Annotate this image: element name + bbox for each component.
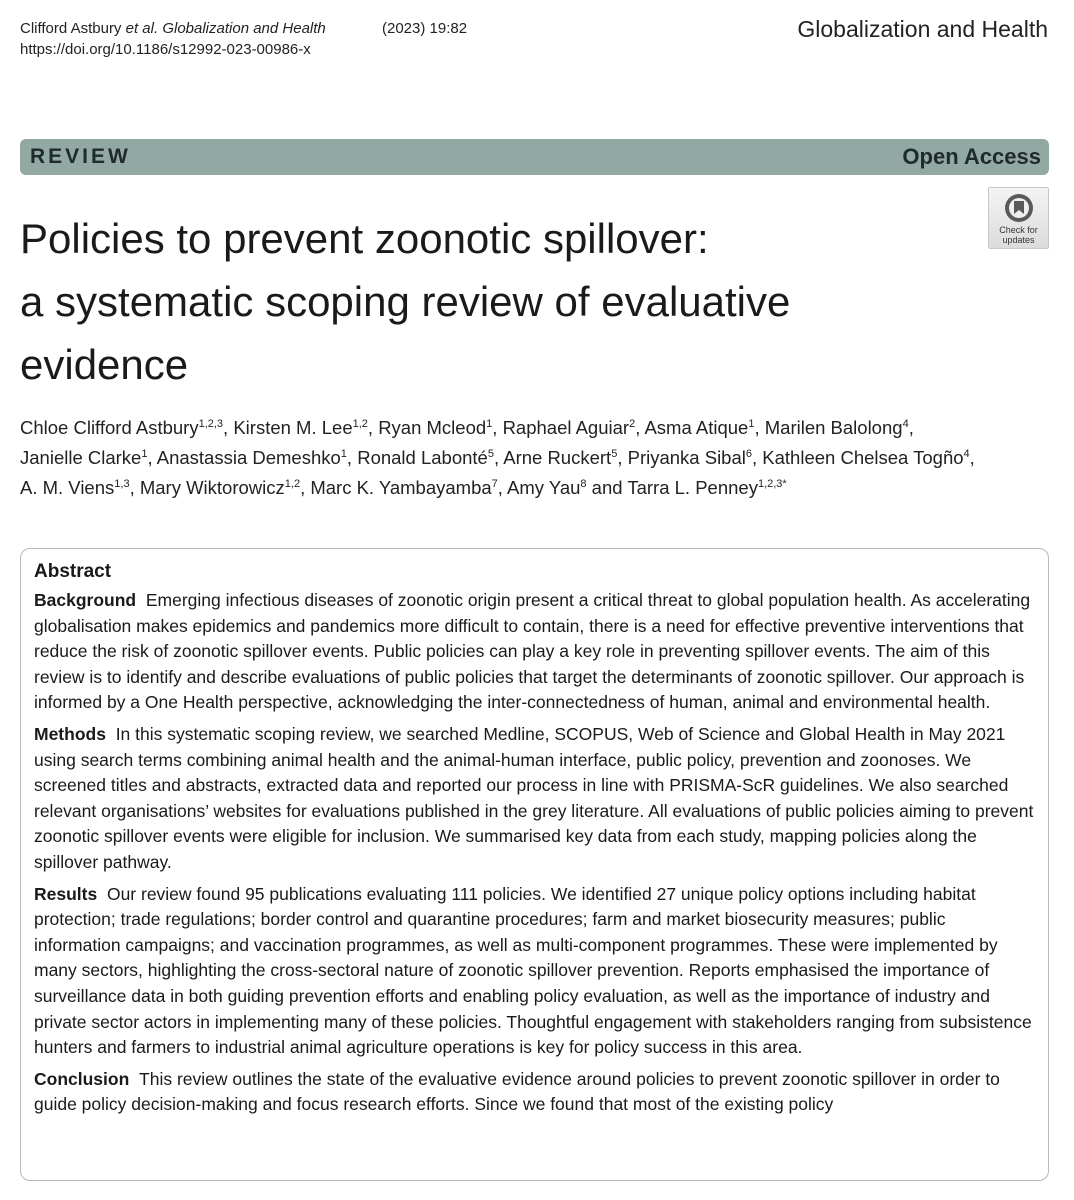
author[interactable]: Priyanka Sibal$^6$ [627, 447, 752, 468]
abstract-heading: Abstract [34, 561, 112, 582]
abstract-conclusion [34, 1067, 1034, 1118]
running-head-citation: Clifford Astbury et al. Globalization and Health [20, 20, 326, 37]
journal-name: Globalization and Health [797, 16, 1048, 42]
section-text: Our review found 95 publications evaluating 111 policies. We identified 27 unique policy options including habitat protection; trade regulations; border control and quarantine procedures; farm and market biosecurity measures; public information campaigns; and vaccination programmes, as well as multi-component programmes. These were implemented by many sectors, highlighting the cross-sectoral nature of zoonotic spillover prevention. Reports emphasised the importance of surveillance data in both guiding prevention efforts and enabling policy evaluation, as well as the importance of industry and private sector actors in implementing many of these policies. Thoughtful engagement with stakeholders ranging from subsistence hunters and farmers to industrial animal agriculture operations is key for policy success in this area. [34, 883, 1032, 1058]
section-label: Background [34, 590, 137, 610]
abstract-background [34, 588, 1034, 716]
section-text: This review outlines the state of the evaluative evidence around policies to prevent zoonotic spillover in order to guide policy decision-making and focus research efforts. Since we found that most of the existing policy [34, 1068, 1000, 1115]
author[interactable]: Asma Atique$^1$ [644, 417, 755, 438]
author[interactable]: Mary Wiktorowicz$^{1,2}$ [139, 477, 301, 498]
abstract-methods [34, 722, 1034, 876]
article-type-label: REVIEW [30, 145, 131, 168]
section-label: Methods [34, 723, 106, 744]
author[interactable]: Arne Ruckert$^5$ [503, 447, 618, 468]
section-text: In this systematic scoping review, we searched Medline, SCOPUS, Web of Science and Global Health in May 2021 using search terms combining animal health and the animal-human interface, public policy, prevention and zoonoses. We screened titles and abstracts, extracted data and reported our process in line with PRISMA-ScR guidelines. We also searched relevant organisations’ websites for evaluations published in the grey literature. All evaluations of public policies aiming to prevent zoonotic spillover events were eligible for inclusion. We summarised key data from each study, mapping policies along the spillover pathway. [34, 723, 1034, 872]
doi-link[interactable]: https://doi.org/10.1186/s12992-023-00986-x [20, 41, 311, 58]
author[interactable]: Kirsten M. Lee$^{1,2}$ [233, 417, 368, 438]
author[interactable]: Tarra L. Penney$^{1,2,3*}$ [627, 477, 787, 498]
author[interactable]: Anastassia Demeshko$^1$ [156, 447, 347, 468]
section-label: Results [34, 883, 98, 904]
author[interactable]: Marilen Balolong$^4$ [764, 417, 909, 438]
author[interactable]: Janielle Clarke$^1$ [20, 447, 148, 468]
section-text: Emerging infectious diseases of zoonotic origin present a critical threat to global population health. As accelerating globalisation makes epidemics and pandemics more difficult to contain, there is a need for effective preventive interventions that reduce the risk of zoonotic spillover events. Public policies can play a key role in preventing spillover events. The aim of this review is to identify and describe evaluations of public policies that target the determinants of zoonotic spillover. Our approach is informed by a One Health perspective, acknowledging the inter-connectedness of human, animal and environmental health. [34, 590, 1031, 713]
check-for-updates-text: Check for updates [999, 225, 1038, 245]
running-head [20, 18, 468, 60]
check-for-updates-button[interactable] [988, 187, 1049, 249]
article-type-bar [20, 139, 1049, 175]
author[interactable]: Ronald Labonté$^5$ [357, 447, 494, 468]
author-line: A. M. Viens$^{1,3}$, Mary Wiktorowicz$^{1,2}$, Marc K. Yambayamba$^7$, Amy Yau$^8$ and Tarra L. Penney$^{1,2,3*}$ [20, 477, 787, 498]
author[interactable]: Chloe Clifford Astbury$^{1,2,3}$ [20, 417, 224, 438]
author[interactable]: Amy Yau$^8$ [507, 477, 587, 498]
abstract-box [20, 548, 1049, 1181]
abstract-content [34, 559, 1034, 1124]
author[interactable]: A. M. Viens$^{1,3}$ [20, 477, 130, 498]
author-line: Janielle Clarke$^1$, Anastassia Demeshko$^1$, Ronald Labonté$^5$, Arne Ruckert$^5$, Priyanka Sibal$^6$, Kathleen Chelsea Togño$^4$, [20, 447, 975, 468]
author[interactable]: Marc K. Yambayamba$^7$ [310, 477, 498, 498]
check-for-updates-icon [1004, 193, 1034, 223]
article-title: Policies to prevent zoonotic spillover: a systematic scoping review of evaluative evidence [20, 215, 791, 388]
author[interactable]: Raphael Aguiar$^2$ [502, 417, 636, 438]
year-volume: (2023) 19:82 [382, 20, 468, 37]
author-line: Chloe Clifford Astbury$^{1,2,3}$, Kirsten M. Lee$^{1,2}$, Ryan Mcleod$^1$, Raphael Aguiar$^2$, Asma Atique$^1$, Marilen Balolong$^4$, [20, 417, 914, 438]
abstract-results [34, 882, 1034, 1061]
author[interactable]: Ryan Mcleod$^1$ [378, 417, 493, 438]
open-access-label: Open Access [902, 144, 1041, 169]
section-label: Conclusion [34, 1068, 130, 1089]
author-list [20, 413, 1050, 503]
author[interactable]: Kathleen Chelsea Togño$^4$ [762, 447, 970, 468]
